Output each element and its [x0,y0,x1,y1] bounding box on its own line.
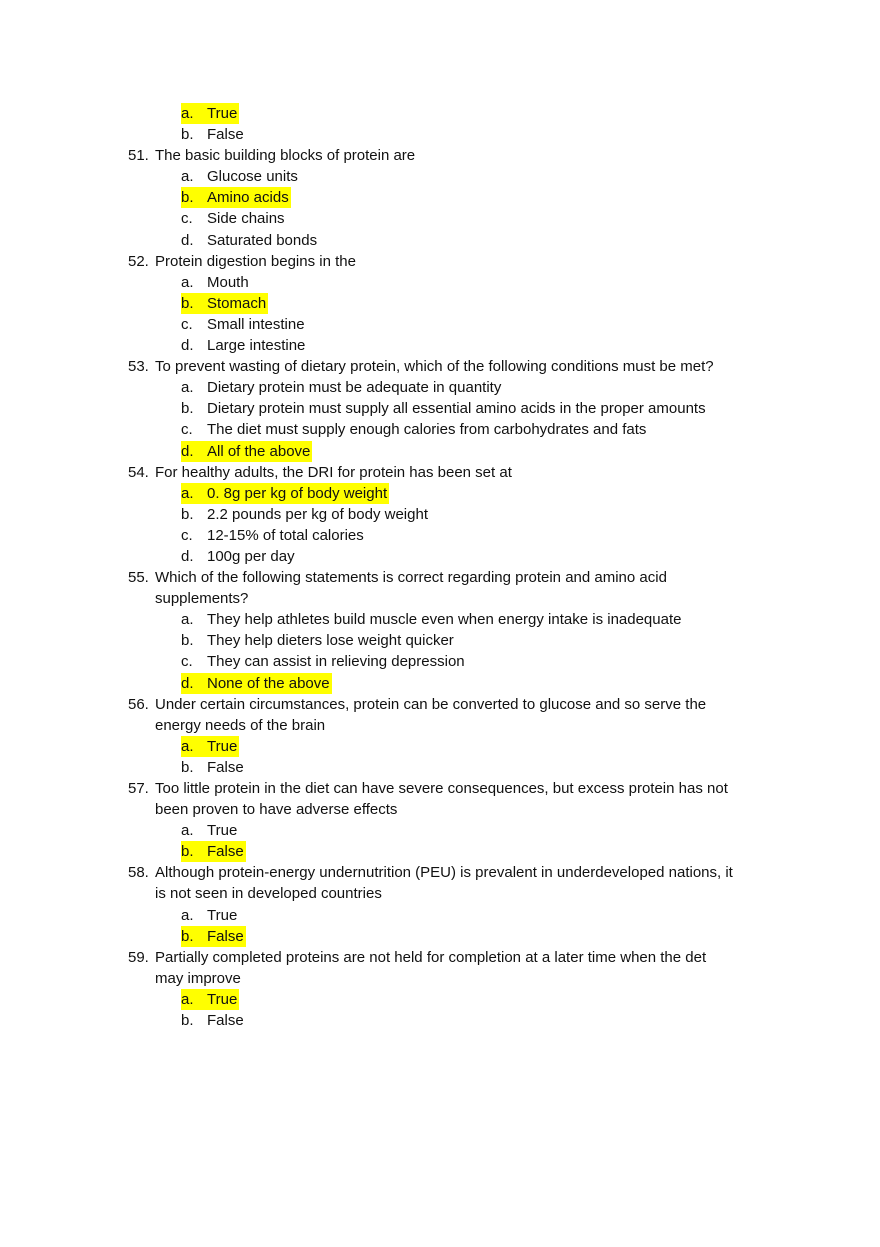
option-line [0,166,880,187]
option-line [0,1010,880,1031]
option-line [0,673,880,694]
option-text: Side chains [207,210,285,228]
question-line [0,778,880,799]
question-continuation-line [0,968,880,989]
option-line [0,335,880,356]
question-text: is not seen in developed countries [155,885,382,903]
option-letter: d. [181,547,194,565]
highlighted-answer [181,441,312,462]
option-text: True [207,906,238,924]
answer-option [181,398,708,419]
option-letter: b. [181,189,194,207]
question-line [0,145,880,166]
option-text: Glucose units [207,168,298,186]
option-letter: c. [181,653,193,671]
option-text: 0. 8g per kg of body weight [207,484,388,502]
option-letter: c. [181,526,193,544]
question-line [0,567,880,588]
question-line [0,947,880,968]
highlighted-answer [181,187,291,208]
question-text: been proven to have adverse effects [155,801,398,819]
option-text: 12-15% of total calories [207,526,364,544]
answer-option [181,504,430,525]
option-letter: a. [181,906,194,924]
option-line [0,841,880,862]
question-text: may improve [155,969,241,987]
option-line [0,293,880,314]
option-letter: d. [181,231,194,249]
option-letter: a. [181,273,194,291]
option-line [0,546,880,567]
option-text: All of the above [207,442,311,460]
option-letter: c. [181,210,193,228]
option-text: Dietary protein must supply all essential amino acids in the proper amounts [207,400,706,418]
question-number: 59. [128,948,149,966]
question-text: Partially completed proteins are not held for completion at a later time when the det [155,948,707,966]
option-text: 100g per day [207,547,295,565]
option-text: Stomach [207,294,267,312]
answer-option [181,314,307,335]
question-text: For healthy adults, the DRI for protein has been set at [155,463,512,481]
question-line [0,694,880,715]
option-letter: b. [181,294,194,312]
question-line [0,862,880,883]
option-text: True [207,822,238,840]
option-text: They can assist in relieving depression [207,653,465,671]
option-text: False [207,1012,244,1030]
answer-option [181,630,456,651]
option-text: None of the above [207,674,330,692]
option-text: They help dieters lose weight quicker [207,632,454,650]
option-letter: d. [181,442,194,460]
question-text: Under certain circumstances, protein can be converted to glucose and so serve the [155,695,707,713]
answer-option [181,377,503,398]
highlighted-answer [181,673,332,694]
question-number: 55. [128,569,149,587]
option-letter: b. [181,1012,194,1030]
option-letter: a. [181,611,194,629]
option-letter: c. [181,315,193,333]
question-number: 58. [128,864,149,882]
answer-option [181,820,239,841]
question-continuation-line [0,715,880,736]
answer-option [181,1010,246,1031]
option-line [0,905,880,926]
option-text: True [207,105,238,122]
question-number: 51. [128,147,149,165]
option-line [0,314,880,335]
option-line [0,757,880,778]
option-letter: a. [181,822,194,840]
option-text: True [207,990,238,1008]
question-number: 54. [128,463,149,481]
option-line [0,736,880,757]
question-line [0,356,880,377]
leading-option-line [0,103,880,124]
question-text: Which of the following statements is correct regarding protein and amino acid [155,569,667,587]
answer-option [181,230,319,251]
leading-option-line [0,124,880,145]
answer-option [181,525,366,546]
question-text: To prevent wasting of dietary protein, which of the following conditions must be met? [155,358,714,376]
option-letter: b. [181,927,194,945]
answer-option [181,609,683,630]
option-letter: d. [181,674,194,692]
option-text: Large intestine [207,337,306,355]
option-letter: b. [181,505,194,523]
option-line [0,398,880,419]
answer-option [181,651,467,672]
answer-option [181,272,251,293]
question-text: The basic building blocks of protein are [155,147,416,165]
question-line [0,251,880,272]
option-letter: b. [181,758,194,776]
question-number: 52. [128,252,149,270]
option-text: 2.2 pounds per kg of body weight [207,505,428,523]
option-letter: a. [181,484,194,502]
option-text: Saturated bonds [207,231,318,249]
option-letter: b. [181,400,194,418]
option-text: False [207,126,244,144]
option-line [0,230,880,251]
answer-option [181,208,287,229]
option-line [0,441,880,462]
answer-option [181,905,239,926]
option-letter: a. [181,990,194,1008]
answer-option [181,124,246,145]
question-text: Protein digestion begins in the [155,252,356,270]
option-line [0,630,880,651]
question-text: Too little protein in the diet can have severe consequences, but excess protein has not [155,780,728,797]
option-text: False [207,758,244,776]
option-line [0,483,880,504]
option-line [0,187,880,208]
question-text: Although protein-energy undernutrition (PEU) is prevalent in underdeveloped nations, it [155,864,733,882]
question-text: energy needs of the brain [155,716,326,734]
option-text: They help athletes build muscle even when energy intake is inadequate [207,611,682,629]
question-continuation-line [0,799,880,820]
option-text: False [207,927,244,945]
question-number: 57. [128,780,149,797]
option-text: Dietary protein must be adequate in quantity [207,379,502,397]
option-line [0,419,880,440]
question-line [0,462,880,483]
answer-option [181,546,297,567]
highlighted-answer [181,293,268,314]
option-text: Amino acids [207,189,289,207]
answer-option [181,757,246,778]
option-line [0,989,880,1010]
option-line [0,377,880,398]
option-line [0,651,880,672]
option-line [0,820,880,841]
option-letter: a. [181,105,194,122]
question-continuation-line [0,883,880,904]
option-letter: d. [181,337,194,355]
answer-option [181,335,307,356]
option-text: The diet must supply enough calories from carbohydrates and fats [207,421,647,439]
document-page [0,103,880,1031]
option-line [0,926,880,947]
option-letter: b. [181,126,194,144]
option-letter: a. [181,168,194,186]
question-text: supplements? [155,590,249,608]
answer-option [181,419,648,440]
option-letter: a. [181,737,194,755]
option-text: False [207,843,244,861]
option-line [0,208,880,229]
option-line [0,609,880,630]
option-text: Small intestine [207,315,305,333]
highlighted-answer [181,989,239,1010]
option-line [0,504,880,525]
option-text: True [207,737,238,755]
option-letter: a. [181,379,194,397]
option-letter: b. [181,843,194,861]
option-letter: c. [181,421,193,439]
option-text: Mouth [207,273,249,291]
question-number: 53. [128,358,149,376]
question-continuation-line [0,588,880,609]
highlighted-answer [181,103,239,124]
highlighted-answer [181,926,246,947]
question-number: 56. [128,695,149,713]
option-letter: b. [181,632,194,650]
highlighted-answer [181,841,246,862]
answer-option [181,166,300,187]
highlighted-answer [181,483,389,504]
option-line [0,272,880,293]
option-line [0,525,880,546]
highlighted-answer [181,736,239,757]
